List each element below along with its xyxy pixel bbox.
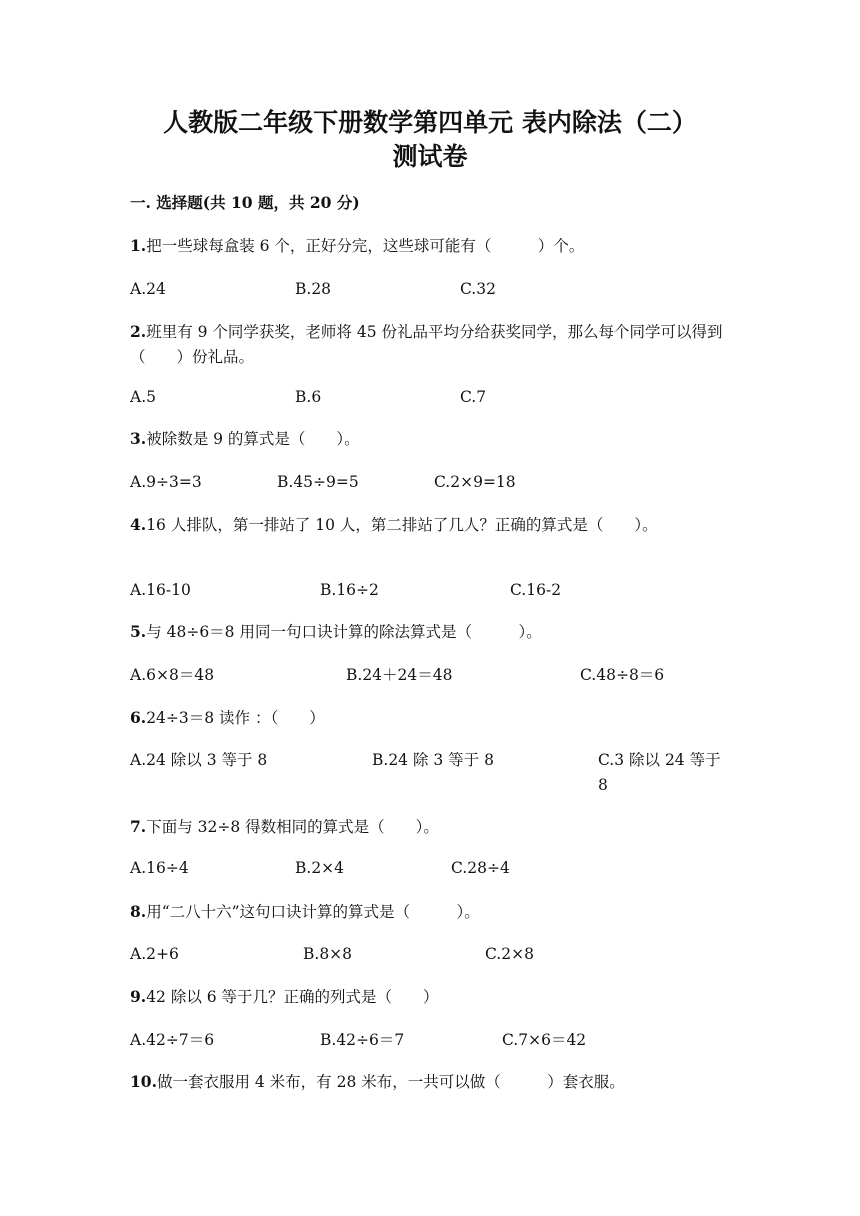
option-a[interactable]: A.5: [130, 388, 156, 406]
question-3: 3.被除数是 9 的算式是（ ）。: [130, 429, 360, 448]
question-5: 5.与 48÷6＝8 用同一句口诀计算的除法算式是（ ）。: [130, 622, 542, 641]
options-1: [130, 277, 730, 301]
option-b[interactable]: B.2×4: [295, 859, 345, 877]
option-c[interactable]: C.2×8: [485, 945, 534, 963]
option-c[interactable]: C.2×9=18: [434, 473, 516, 491]
option-c[interactable]: C.28÷4: [451, 859, 510, 877]
worksheet-title-line2: 测试卷: [392, 142, 468, 171]
options-2: [130, 385, 730, 409]
options-6: [130, 748, 730, 798]
options-8: [130, 942, 730, 966]
question-9: 9.42 除以 6 等于几？正确的列式是（ ）: [130, 987, 439, 1006]
option-c[interactable]: C.16-2: [510, 581, 562, 599]
option-a[interactable]: A.24: [130, 280, 166, 298]
option-a[interactable]: A.16÷4: [130, 859, 189, 877]
option-b[interactable]: B.28: [295, 280, 332, 298]
option-c[interactable]: C.48÷8＝6: [580, 666, 665, 684]
option-b[interactable]: B.6: [295, 388, 322, 406]
option-b[interactable]: B.42÷6＝7: [320, 1031, 405, 1049]
option-b[interactable]: B.8×8: [303, 945, 353, 963]
options-4: [130, 578, 730, 602]
question-8: 8.用“二八十六”这句口诀计算的算式是（ ）。: [130, 902, 480, 921]
option-b[interactable]: B.24＋24＝48: [346, 666, 453, 684]
options-5: [130, 663, 730, 687]
option-a[interactable]: A.42÷7＝6: [130, 1031, 215, 1049]
option-b[interactable]: B.45÷9=5: [277, 473, 359, 491]
option-b[interactable]: B.16÷2: [320, 581, 379, 599]
question-6: 6.24÷3＝8 读作 ：（ ）: [130, 708, 325, 727]
question-4: 4.16 人排队，第一排站了 10 人，第二排站了几人？正确的算式是（ ）。: [130, 515, 658, 534]
question-2: 2.班里有 9 个同学获奖，老师将 45 份礼品平均分给获奖同学，那么每个同学可以得到（ ）份礼品。: [130, 322, 723, 366]
worksheet-title: 人教版二年级下册数学第四单元 表内除法（二）: [163, 108, 697, 137]
option-a[interactable]: A.16-10: [130, 581, 191, 599]
option-c[interactable]: C.3 除以 24 等于 8: [598, 751, 721, 794]
option-a[interactable]: A.9÷3=3: [130, 473, 202, 491]
option-b[interactable]: B.24 除 3 等于 8: [372, 751, 494, 769]
options-3: [130, 470, 730, 494]
option-c[interactable]: C.7×6＝42: [502, 1031, 587, 1049]
question-7: 7.下面与 32÷8 得数相同的算式是（ ）。: [130, 817, 439, 836]
option-c[interactable]: C.32: [460, 280, 496, 298]
options-9: [130, 1028, 730, 1052]
option-a[interactable]: A.6×8＝48: [130, 666, 215, 684]
options-7: [130, 856, 730, 880]
question-1: 1.把一些球每盒装 6 个，正好分完，这些球可能有（ ）个。: [130, 236, 585, 255]
question-10: 10.做一套衣服用 4 米布，有 28 米布，一共可以做（ ）套衣服。: [130, 1072, 625, 1091]
option-a[interactable]: A.2+6: [130, 945, 179, 963]
section-heading: 一. 选择题(共 10 题，共 20 分): [130, 193, 360, 212]
option-a[interactable]: A.24 除以 3 等于 8: [130, 751, 268, 769]
option-c[interactable]: C.7: [460, 388, 487, 406]
